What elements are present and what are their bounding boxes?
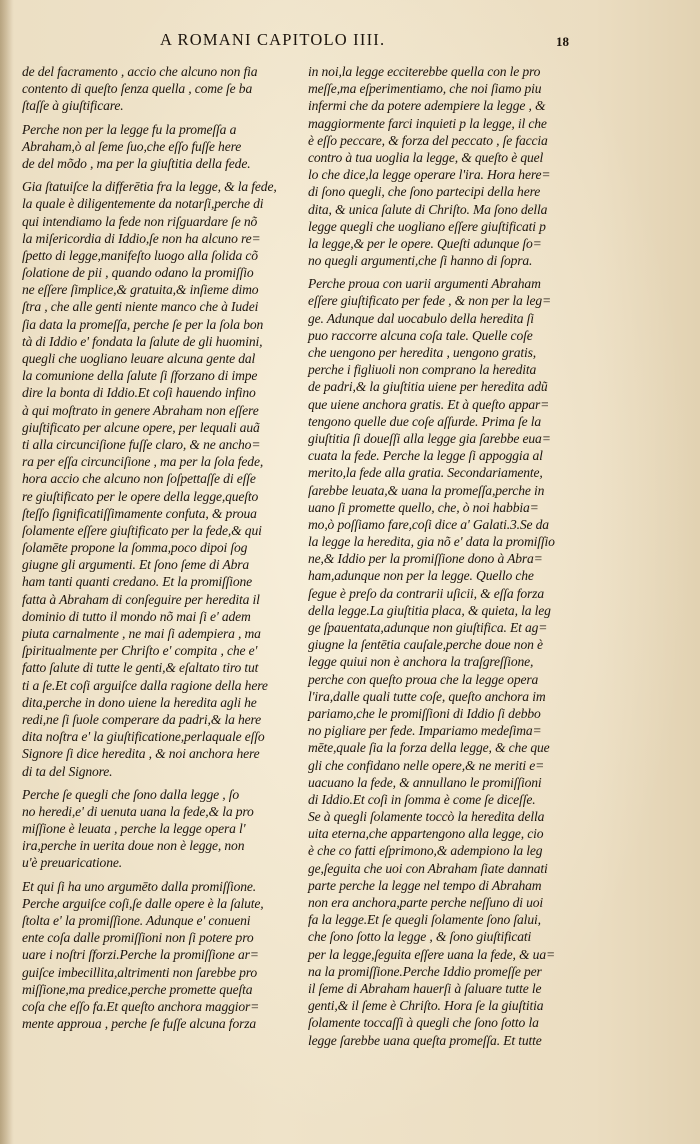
- text-line: ra per eſſa circunciſione , ma per la ſola fede,: [22, 454, 264, 470]
- text-line: ſolamēte propone la ſomma,poco dipoi ſog: [22, 540, 248, 556]
- text-line: ira,perche in uerita doue non è legge, non: [22, 838, 245, 854]
- text-line: uare i noſtri ſforzi.Perche la promiſſione ar=: [22, 947, 259, 963]
- text-line: l'ira,dalle quali tutte coſe, queſto anchora im: [308, 688, 546, 704]
- text-line: miſſione,ma predice,perche promette queſta: [22, 981, 253, 997]
- text-line: ſpiritualmente per Chriſto e' compita , che e': [22, 643, 258, 659]
- text-line: pariamo,che le promiſſioni di Iddio ſi debbo: [308, 705, 541, 721]
- text-line: Abraham,ò al ſeme ſuo,che eſſo fuſſe here: [22, 138, 242, 154]
- text-line: ne,& Iddio per la promiſſione dono à Abra=: [308, 551, 543, 567]
- text-line: ge,ſeguita che uoi con Abraham ſiate dannati: [308, 860, 548, 876]
- text-line: contento di queſto ſenza quella , come ſe ba: [22, 81, 253, 97]
- text-line: ſolatione de pii , quando odano la promiſſio: [22, 265, 254, 281]
- text-line: Se à quegli ſolamente toccò la heredita della: [308, 809, 545, 825]
- text-line: eſſere giuſtificato per fede , & non per la leg=: [308, 293, 552, 309]
- text-line: cuata la fede. Perche la legge ſi appoggia al: [308, 448, 543, 464]
- text-line: giugne gli argumenti. Et ſono ſeme di Abra: [22, 557, 250, 573]
- text-line: perche i figliuoli non comprano la heredita: [308, 362, 537, 378]
- text-line: ge. Adunque dal uocabulo della heredita ſi: [308, 310, 534, 326]
- text-line: maggiormente farci inquieti p la legge, il che: [308, 115, 547, 131]
- text-line: ſegue è preſo da contrarii uſicii, & eſſa forza: [308, 585, 544, 601]
- text-line: legge quegli che uogliano eſſere giuſtificati p: [308, 218, 546, 234]
- text-line: no heredi,e' di uenuta uana la fede,& la pro: [22, 803, 254, 819]
- text-line: dita, & unica ſalute di Chriſto. Ma ſono della: [308, 201, 548, 217]
- text-line: uacuano la fede, & annullano le promiſſioni: [308, 774, 542, 790]
- paragraph: [22, 121, 296, 173]
- text-line: per la legge,ſeguita eſſere uana la fede, & ua=: [308, 946, 556, 962]
- text-line: di ta del Signore.: [22, 763, 113, 779]
- text-line: contro à tua uoglia la legge, & queſto è quel: [308, 149, 544, 165]
- paragraph: [22, 786, 296, 872]
- text-line: dominio di tutto il mondo nõ mai ſi e' adem: [22, 608, 251, 624]
- text-line: infermi che da potere adempiere la legge , &: [308, 98, 546, 114]
- text-line: guiſce imbecillita,altrimenti non ſarebbe pro: [22, 964, 258, 980]
- text-line: tengono quelle due coſe aſſurde. Prima ſe la: [308, 413, 541, 429]
- text-line: è che co fatti eſprimono,& adempiono la leg: [308, 843, 543, 859]
- text-line: di Iddio.Et coſi in ſomma è come ſe diceſſe.: [308, 791, 536, 807]
- text-line: ti a ſe.Et coſi arguiſce dalla ragione della here: [22, 677, 268, 693]
- paragraph: [22, 178, 296, 780]
- text-line: legge quiui non è anchora la traſgreſſione,: [308, 654, 534, 670]
- text-line: ham,adunque non per la legge. Quello che: [308, 568, 534, 584]
- text-line: Signore ſi dice heredita , & noi anchora here: [22, 746, 260, 762]
- text-line: uita eterna,che appartengono alla legge, cio: [308, 826, 544, 842]
- text-line: redi,ne ſi ſuole comperare da padri,& la here: [22, 711, 262, 727]
- text-line: Perche ſe quegli che ſono dalla legge , ſo: [22, 786, 240, 802]
- text-line: giuſtitia ſi doueſſi alla legge gia ſarebbe eua=: [308, 430, 551, 446]
- paragraph: [308, 275, 590, 1048]
- text-line: ſolamente toccaſſi à quegli che ſono ſotto la: [308, 1015, 539, 1031]
- text-line: merito,la fede alla gratia. Secondariamente,: [308, 465, 543, 481]
- text-line: la quale è diligentemente da notarſi,perche di: [22, 196, 264, 212]
- text-line: u'è preuaricatione.: [22, 855, 122, 871]
- text-line: che ſono ſotto la legge , & ſono giuſtificati: [308, 929, 532, 945]
- text-line: genti,& il ſeme è Chriſto. Hora ſe la giuſtitia: [308, 998, 544, 1014]
- text-line: ſarebbe leuata,& uana la promeſſa,perche in: [308, 482, 545, 498]
- text-line: à qui moſtrato in genere Abraham non eſſere: [22, 402, 259, 418]
- text-line: uano ſi promette quello, che, ò noi habbia=: [308, 499, 539, 515]
- text-line: della legge.La giuſtitia placa, & quieta, la leg: [308, 602, 551, 618]
- text-line: giugne la ſentētia cauſale,perche doue non è: [308, 637, 543, 653]
- text-line: la miſericordia di Iddio,ſe non ha alcuno re=: [22, 230, 261, 246]
- text-line: quegli che uogliano leuare alcuna gente dal: [22, 351, 256, 366]
- text-line: na la promiſſione.Perche Iddio promeſſe per: [308, 963, 542, 979]
- text-line: ente coſa dalle promiſſioni non ſi potere pro: [22, 930, 254, 946]
- text-line: fatto ſalute di tutte le genti,& eſaltato tiro tut: [22, 660, 259, 676]
- text-line: Et qui ſi ha uno argumēto dalla promiſſione.: [22, 878, 257, 894]
- text-line: lo che dice,la legge operare l'ira. Hora here=: [308, 167, 551, 183]
- text-line: de del facramento , accio che alcuno non fia: [22, 64, 258, 79]
- text-line: Gia ſtatuiſce la differētia fra la legge, & la fede,: [22, 179, 277, 195]
- text-line: Perche arguiſce coſi,ſe dalle opere è la ſalute,: [22, 895, 264, 911]
- text-line: il ſeme di Abraham hauerſi à ſaluare tutte le: [308, 980, 542, 996]
- text-line: dire la bonta di Iddio.Et coſi hauendo infino: [22, 385, 256, 401]
- text-line: no quegli argumenti,che ſi hanno di ſopra.: [308, 253, 533, 269]
- text-line: que uiene anchora gratis. Et à queſto appar=: [308, 396, 550, 412]
- running-head: A ROMANI CAPITOLO IIII.: [160, 30, 386, 49]
- text-line: ti alla circunciſione fuſſe claro, & ne ancho=: [22, 436, 261, 452]
- text-line: ſtolta e' la promiſſione. Adunque e' conueni: [22, 913, 251, 928]
- text-line: qui intendiamo la fede non riſguardare ſe nõ: [22, 213, 258, 229]
- right-text-column: [308, 63, 590, 1049]
- text-line: ſtaſſe à giuſtificare.: [22, 98, 124, 114]
- text-line: coſa che eſſo fa.Et queſto anchora maggior=: [22, 998, 260, 1014]
- text-line: che uengono per heredita , uengono gratis,: [308, 345, 537, 360]
- text-line: non era anchora,parte perche neſſuno di uoi: [308, 895, 544, 910]
- text-line: ſteſſo ſignificatiſſimamente confuta, & proua: [22, 505, 257, 521]
- text-line: ſolamente eſſere giuſtificato per la fede,& qui: [22, 522, 262, 538]
- paragraph: [308, 63, 590, 269]
- text-line: mēte,quale ſia la forza della legge, & che que: [308, 740, 550, 756]
- text-line: ham tanti quanti credano. Et la promiſſione: [22, 574, 253, 590]
- text-line: meſſe,ma eſperimentiamo, che noi ſiamo piu: [308, 81, 542, 97]
- text-line: di ſono quegli, che ſono partecipi della here: [308, 184, 541, 200]
- binding-gutter-shadow: [0, 0, 14, 1144]
- text-line: ne eſſere ſimplice,& gratuita,& inſieme dimo: [22, 282, 259, 298]
- text-line: puo raccorre alcuna coſa tale. Quelle coſe: [308, 327, 533, 343]
- text-line: giuſtificato per alcune opere, per lequali auã: [22, 419, 260, 435]
- text-line: dita,perche in dono uiene la heredita agli he: [22, 694, 257, 710]
- text-line: piuta carnalmente , ne mai ſi adempiera , ma: [22, 626, 261, 641]
- folio-number: 18: [556, 34, 569, 49]
- text-line: hora accio che alcuno non ſoſpettaſſe di eſſe: [22, 471, 256, 487]
- text-line: legge ſarebbe uana queſta promeſſa. Et tutte: [308, 1032, 542, 1048]
- text-line: in noi,la legge ecciterebbe quella con le pro: [308, 64, 541, 79]
- text-line: fatta à Abraham di conſeguire per heredita il: [22, 591, 260, 607]
- text-line: ſtra , che alle genti niente manco che à Iudei: [22, 299, 259, 315]
- text-line: de del mõdo , ma per la giuſtitia della fede.: [22, 155, 251, 171]
- text-line: ſpetto di legge,manifeſto luogo alla ſolida cõ: [22, 247, 258, 263]
- text-line: mo,ò poſſiamo fare,coſi dice a' Galati.3.Se da: [308, 516, 549, 532]
- paragraph: [22, 878, 296, 1033]
- text-line: mente approua , perche ſe fuſſe alcuna forza: [22, 1016, 257, 1032]
- text-line: Perche proua con uarii argumenti Abraham: [308, 276, 541, 292]
- text-line: fa la legge.Et ſe quegli ſolamente ſono ſalui,: [308, 912, 541, 928]
- text-line: perche con queſto proua che la legge opera: [308, 671, 539, 687]
- text-line: re giuſtificato per le opere della legge,queſto: [22, 488, 259, 504]
- text-line: tà di Iddio e' fondata la ſalute de gli huomini,: [22, 333, 263, 349]
- text-line: miſſione è leuata , perche la legge opera l': [22, 821, 246, 837]
- text-line: Perche non per la legge fu la promeſſa a: [22, 121, 237, 137]
- text-line: la legge la heredita, gia nõ e' data la promiſſio: [308, 534, 555, 550]
- text-line: de padri,& la giuſtitia uiene per heredita adũ: [308, 379, 548, 395]
- text-line: la comunione della ſalute ſi ſforzano di impe: [22, 368, 258, 384]
- text-line: dita noſtra e' la giuſtificatione,perlaquale eſſo: [22, 729, 265, 745]
- text-line: la legge,& per le opere. Queſti adunque ſo=: [308, 235, 542, 251]
- text-line: ſia data la promeſſa, perche ſe per la ſola bon: [22, 316, 264, 332]
- text-line: gli che confidano nelle opere,& ne meriti e=: [308, 757, 545, 773]
- left-text-column: [22, 63, 296, 1032]
- text-line: no pigliare per fede. Impariamo medeſima=: [308, 723, 542, 739]
- paragraph: [22, 63, 296, 115]
- text-line: è eſſo peccare, & forza del peccato , ſe faccia: [308, 132, 548, 148]
- text-line: parte perche la legge nel tempo di Abraham: [308, 877, 542, 893]
- text-line: ge ſpauentata,adunque non giuſtifica. Et ag=: [308, 620, 548, 635]
